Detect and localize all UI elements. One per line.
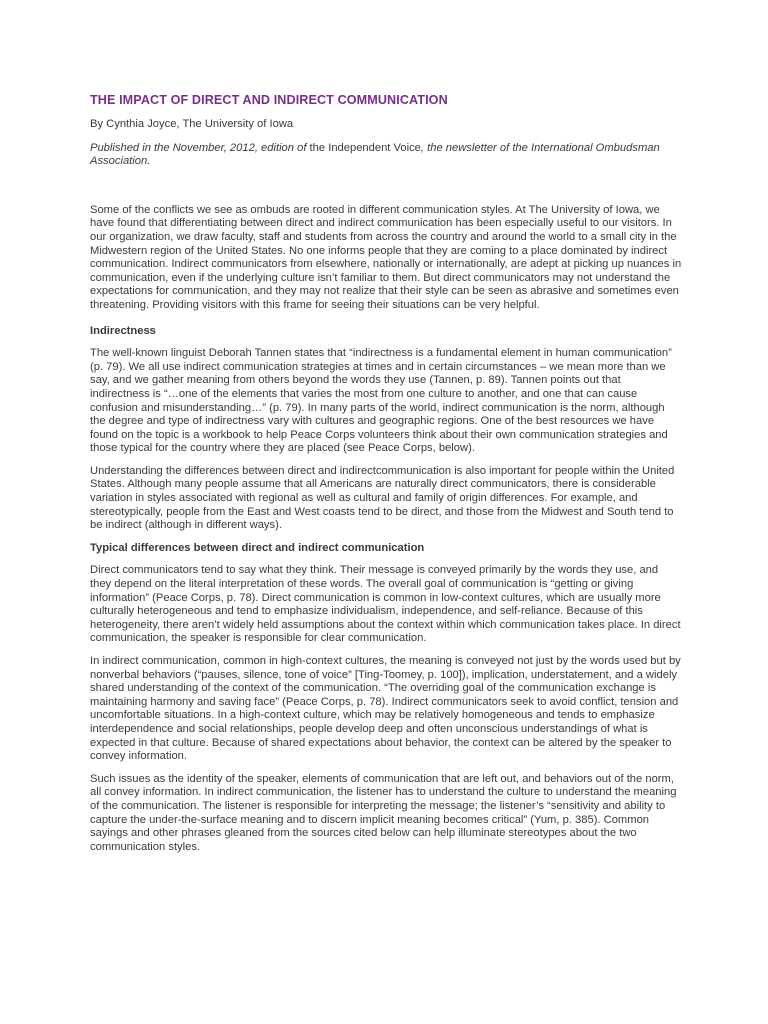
typical-differences-paragraph-2: In indirect communication, common in high-context cultures, the meaning is conveyed not just by the words used but by nonverbal behaviors (“pauses, silence, tone of voice” [Ting-Toomey, p. 100]), implication, understatement, and a widely shared understanding of the context of the communication. “The overriding goal of the communication exchange is maintaining harmony and saving face” (Peace Corps, p. 78). Indirect communicators seek to avoid conflict, tension and uncomfortable situations. In a high-context culture, which may be relatively homogeneous and tends to emphasize interdependence and social relationships, people develop deep and often unconscious understandings of what is expected in that culture. Because of shared expectations about behavior, the context can be altered by the speaker to convey information. — [90, 655, 681, 763]
indirectness-paragraph-1: The well-known linguist Deborah Tannen states that “indirectness is a fundamental element in human communication” (p. 79). We all use indirect communication strategies at times and in certain circumstances – we mean more than we say, and we gather meaning from others beyond the words they use (Tannen, p. 89). Tannen points out that indirectness is “…one of the elements that varies the most from one culture to another, and one that can cause confusion and misunderstanding…” (p. 79). In many parts of the world, indirect communication is the norm, although the degree and type of indirectness vary with cultures and geographic regions. One of the best resources we have found on the topic is a workbook to help Peace Corps volunteers think about their own communication strategies and those typical for the country where they are placed (see Peace Corps, below). — [90, 347, 672, 455]
section-heading-indirectness: Indirectness — [90, 324, 156, 337]
document-page — [90, 92, 682, 863]
section-heading-typical-differences: Typical differences between direct and indirect communication — [90, 541, 425, 554]
typical-differences-paragraph-3: Such issues as the identity of the speaker, elements of communication that are left out, and behaviors out of the norm, all convey information. In indirect communication, the listener has to understand the culture to understand the meaning of the communication. The listener is responsible for interpreting the message; the listener’s “sensitivity and ability to capture the under-the-surface meaning and to discern implicit meaning becomes critical” (Yum, p. 385). Common sayings and other phrases gleaned from the sources cited below can help illuminate stereotypes about the two communication styles. — [90, 772, 677, 853]
intro-paragraph: Some of the conflicts we see as ombuds are rooted in different communication styles. At The University of Iowa, we have found that differentiating between direct and indirect communication has been especially useful to our visitors. In our organization, we draw faculty, staff and students from across the country and around the world to a small city in the Midwestern region of the United States. No one informs people that they are coming to a place dominated by indirect communication. Indirect communicators from elsewhere, nationally or internationally, are adept at picking up nuances in communication, even if the underlying culture isn’t familiar to them. But direct communicators may not understand the expectations for communication, and they may not realize that their style can be seen as abrasive and sometimes even threatening. Providing visitors with this frame for seeing their situations can be very helpful. — [90, 203, 682, 311]
publication-note-italic-1: Published in the November, 2012, edition of — [90, 141, 307, 154]
publication-note-italic-2: , the newsletter of the International Ombudsman Association. — [90, 141, 660, 168]
typical-differences-paragraph-1: Direct communicators tend to say what they think. Their message is conveyed primarily by the words they use, and they depend on the literal interpretation of these words. The overall goal of communication is “getting or giving information” (Peace Corps, p. 78). Direct communication is common in low-context cultures, which are usually more culturally heterogeneous and tend to emphasize individualism, independence, and self-reliance. Because of this heterogeneity, there aren’t widely held assumptions about the context within which communication takes place. In direct communication, the speaker is responsible for clear communication. — [90, 564, 681, 645]
document-title: THE IMPACT OF DIRECT AND INDIRECT COMMUNICATION — [90, 93, 448, 107]
publication-name: the Independent Voice — [306, 141, 421, 154]
indirectness-paragraph-2: Understanding the differences between direct and indirectcommunication is also important for people within the United States. Although many people assume that all Americans are naturally direct communicators, there is considerable variation in styles associated with regional as well as cultural and family of origin differences. For example, and stereotypically, people from the East and West coasts tend to be direct, and those from the Midwest and South tend to be indirect (although in different ways). — [90, 464, 675, 532]
byline: By Cynthia Joyce, The University of Iowa — [90, 118, 294, 130]
publication-note — [90, 142, 682, 169]
